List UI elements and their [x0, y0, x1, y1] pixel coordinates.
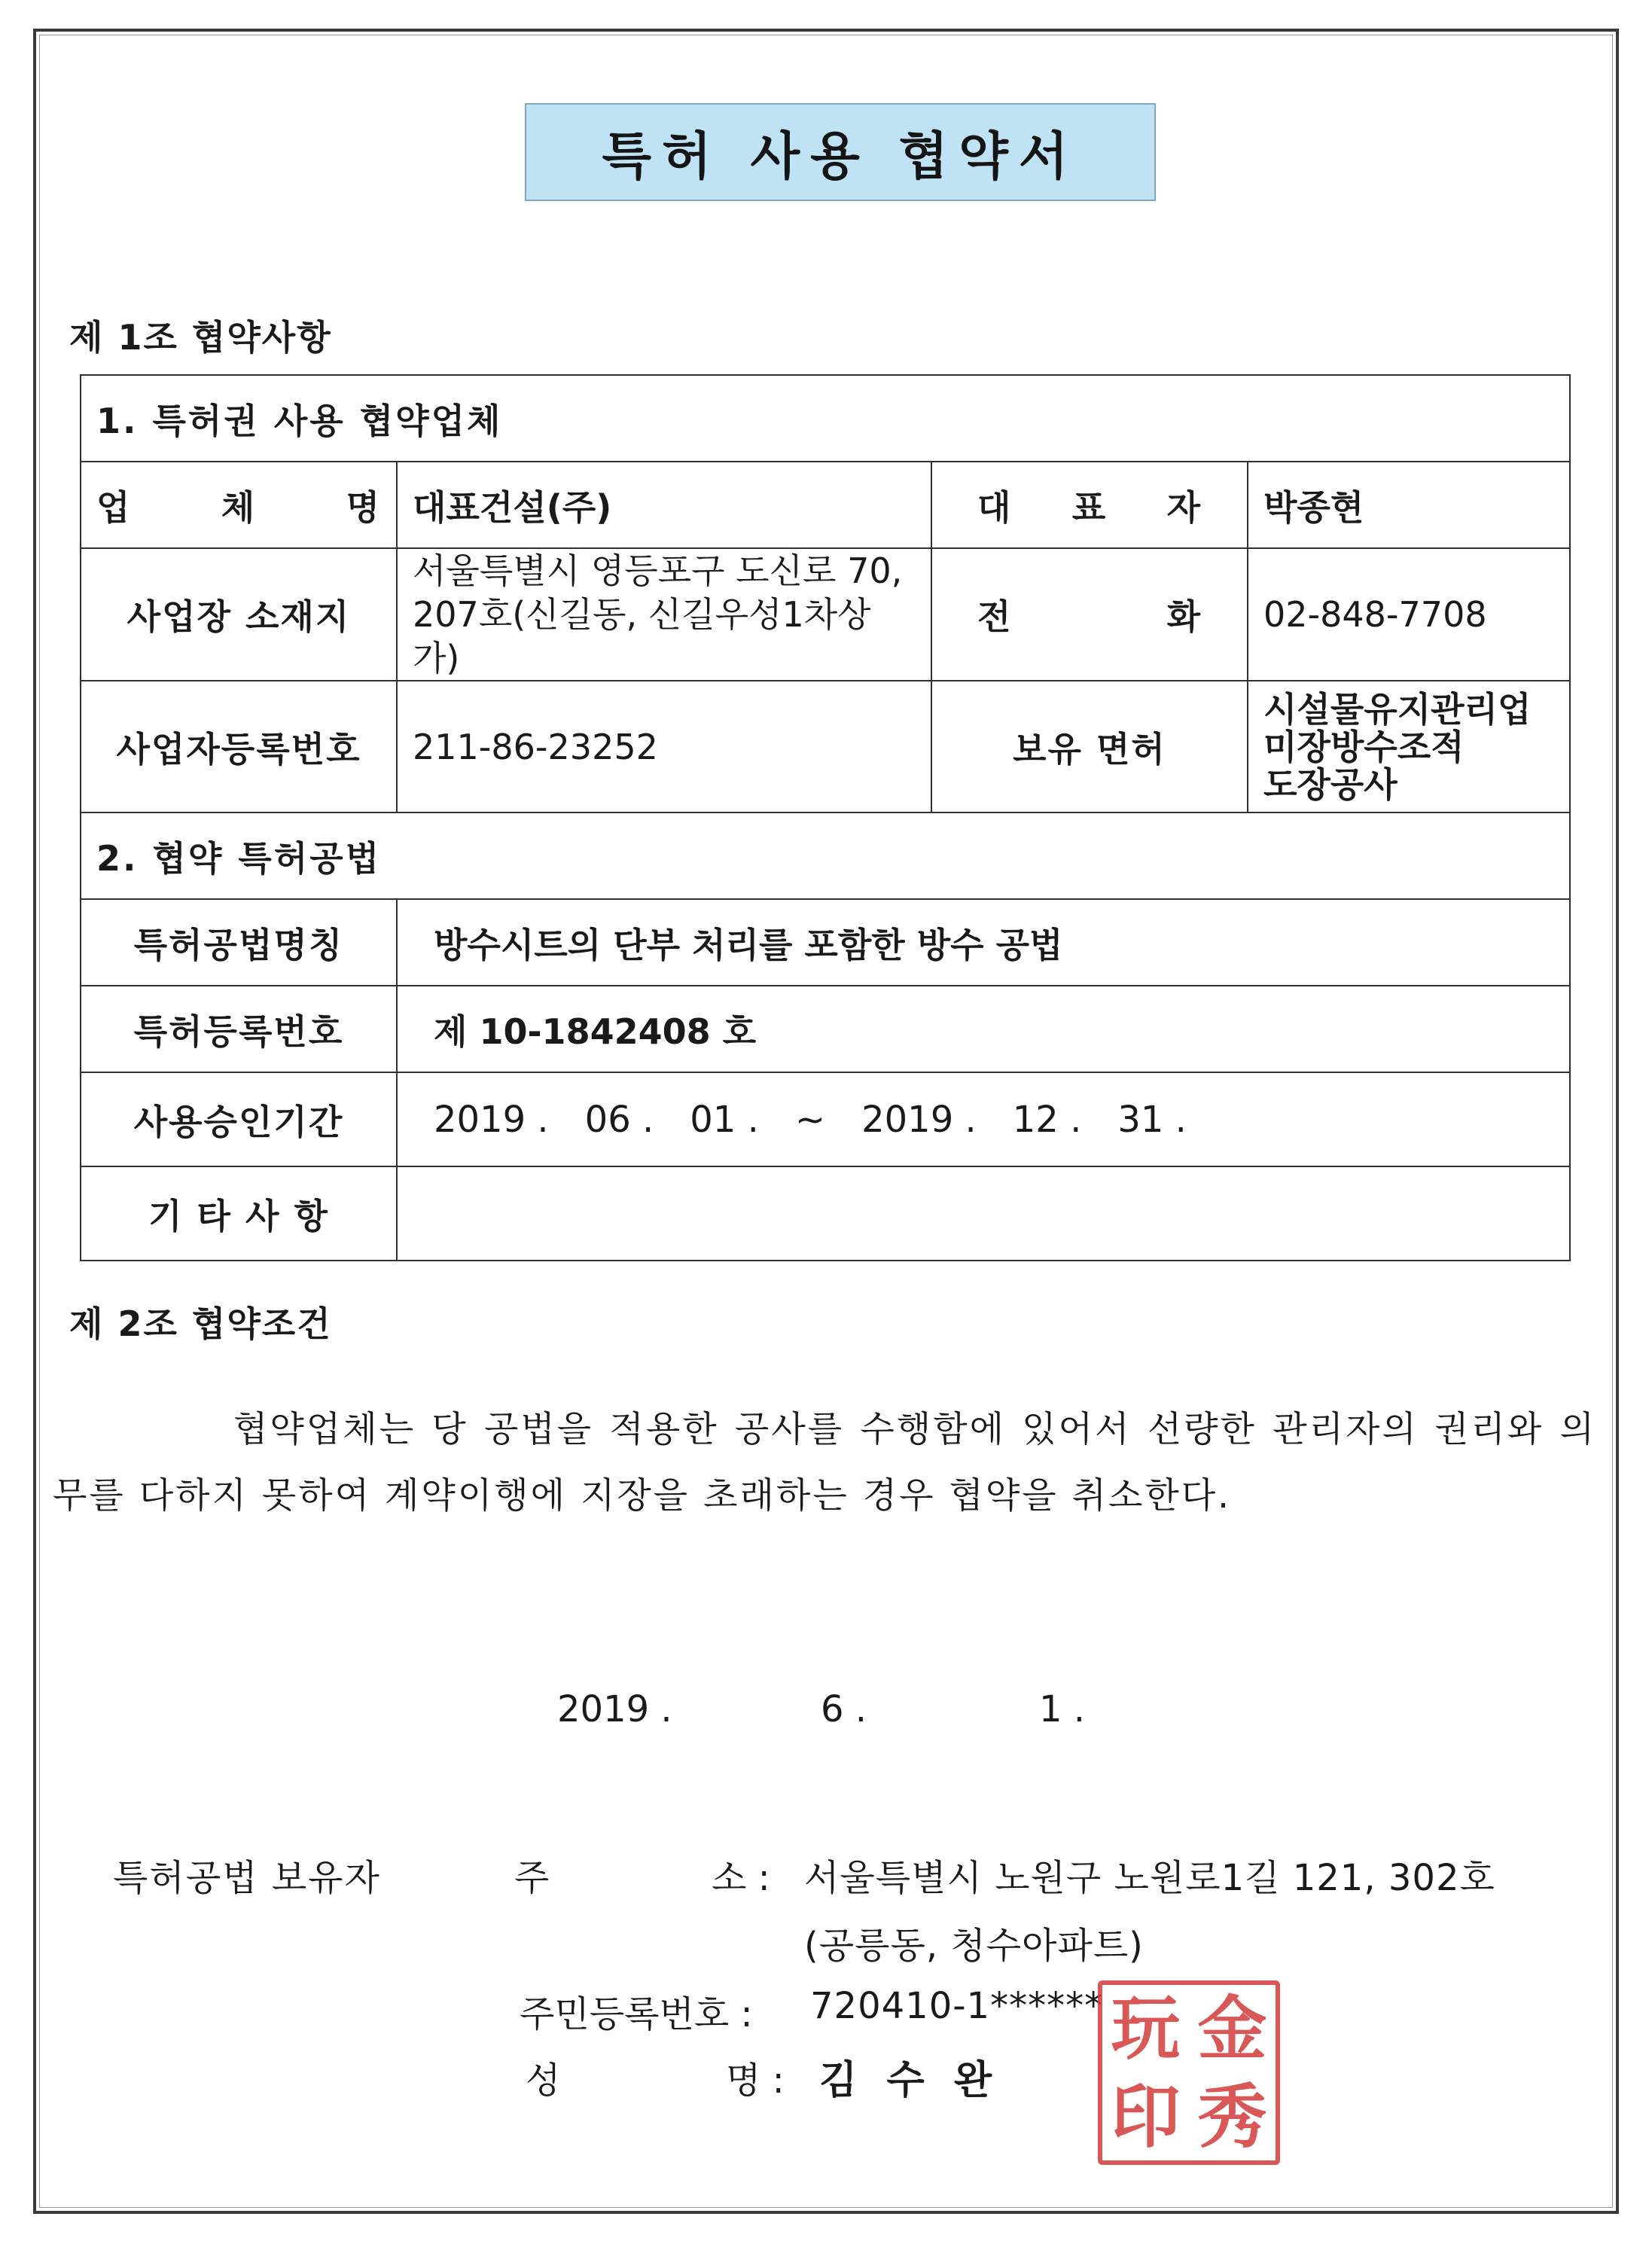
business-number-value: 211-86-23252 [397, 681, 931, 813]
seal-char: 秀 [1197, 2075, 1267, 2157]
date-month: 6 . [821, 1688, 867, 1730]
license-item: 도장공사 [1263, 764, 1397, 805]
license-list [1248, 681, 1570, 813]
phone-value: 02-848-7708 [1248, 548, 1570, 681]
address-label: 사업장 소재지 [81, 548, 397, 681]
phone-label: 전 화 [931, 548, 1248, 681]
name-label-second: 명 : [726, 2059, 785, 2102]
date-day: 1 . [1039, 1688, 1086, 1730]
business-number-label: 사업자등록번호 [81, 681, 397, 813]
seal-char: 印 [1111, 2075, 1181, 2157]
method-name-value: 방수시트의 단부 처리를 포함한 방수 공법 [397, 899, 1570, 986]
article-1-heading: 제 1조 협약사항 [69, 317, 332, 358]
company-name-value: 대표건설(주) [397, 462, 931, 548]
patent-number-value: 제 10-1842408 호 [397, 986, 1570, 1072]
license-label: 보유 면허 [931, 681, 1248, 813]
address-value: 서울특별시 영등포구 도신로 70, 207호(신길동, 신길우성1차상가) [397, 548, 931, 681]
section-1-title: 1. 특허권 사용 협약업체 [81, 375, 1570, 462]
etc-value [397, 1166, 1570, 1261]
seal-char: 金 [1197, 1988, 1267, 2070]
holder-name: 김 수 완 [819, 2058, 993, 2103]
name-label-first: 성 [526, 2059, 561, 2102]
patent-number-label: 특허등록번호 [81, 986, 397, 1072]
method-name-label: 특허공법명칭 [81, 899, 397, 986]
etc-label: 기 타 사 항 [81, 1166, 397, 1261]
license-item: 미장방수조적 [1263, 726, 1465, 767]
ceo-name-value: 박종현 [1248, 462, 1570, 548]
article-2-heading: 제 2조 협약조건 [69, 1303, 332, 1344]
section-2-title: 2. 협약 특허공법 [81, 813, 1570, 899]
ceo-label: 대 표 자 [931, 462, 1248, 548]
approval-period-value: 2019 . 06 . 01 . ~ 2019 . 12 . 31 . [397, 1072, 1570, 1166]
date-year: 2019 . [557, 1688, 672, 1730]
agreement-table [80, 374, 1571, 1261]
company-name-label: 업 체 명 [81, 462, 397, 548]
holder-address-line2: (공릉동, 청수아파트) [804, 1925, 1144, 1967]
holder-address-line1: 서울특별시 노원구 노원로1길 121, 302호 [804, 1857, 1495, 1899]
red-seal-stamp [1098, 1980, 1280, 2165]
patent-holder-label: 특허공법 보유자 [113, 1857, 381, 1899]
address-label-first: 주 [514, 1857, 550, 1899]
approval-period-label: 사용승인기간 [81, 1072, 397, 1166]
address-label-second: 소 : [712, 1857, 770, 1899]
article-2-body: 협약업체는 당 공법을 적용한 공사를 수행함에 있어서 선량한 관리자의 권리와 의무를 다하지 못하여 계약이행에 지장을 초래하는 경우 협약을 취소한다. [53, 1409, 1596, 1517]
license-item: 시설물유지관리업 [1263, 688, 1532, 730]
rrn-value: 720410-1****** [810, 1985, 1104, 2027]
document-title: 특허 사용 협약서 [525, 103, 1156, 201]
rrn-label: 주민등록번호 : [520, 1993, 753, 2035]
seal-char: 玩 [1111, 1988, 1181, 2070]
